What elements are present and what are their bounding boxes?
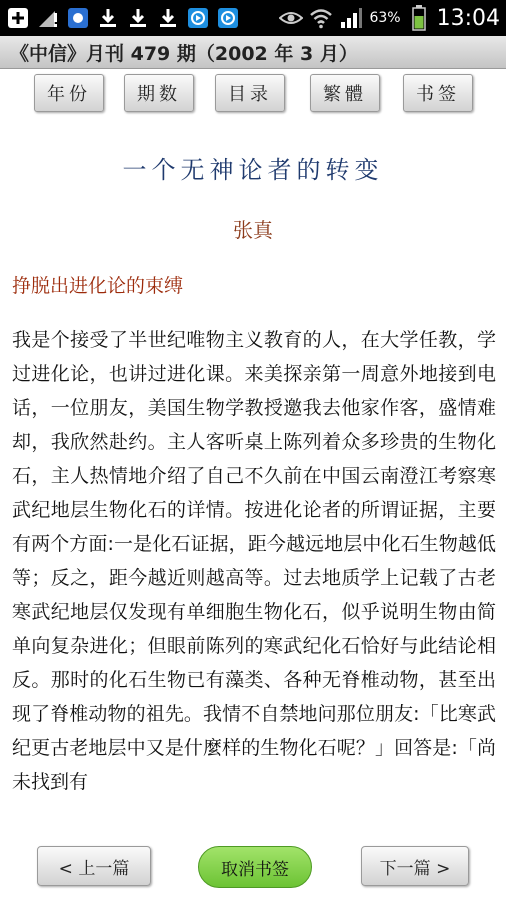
- eye-icon: [279, 6, 303, 30]
- battery-percent: 63%: [369, 10, 401, 26]
- bottom-bar: [0, 834, 506, 900]
- cell-signal-icon: [339, 6, 363, 30]
- remove-bookmark-button[interactable]: 取消书签: [198, 846, 312, 888]
- media-app-icon: [186, 6, 210, 30]
- title-bar: [0, 36, 506, 69]
- app-notification-icon: [66, 6, 90, 30]
- traditional-chinese-button[interactable]: 繁體: [310, 74, 380, 112]
- battery-icon: [407, 6, 431, 30]
- system-icons: [279, 0, 500, 36]
- download-icon: [96, 6, 120, 30]
- download-icon: [156, 6, 180, 30]
- media-app-icon: [216, 6, 240, 30]
- notification-icons: [0, 6, 240, 30]
- bookmarks-button[interactable]: 书签: [403, 74, 473, 112]
- article-body: 我是个接受了半世纪唯物主义教育的人，在大学任教，学过进化论，也讲过进化课。来美探亲第一周意外地接到电话，一位朋友，美国生物学教授邀我去他家作客，盛情难却，我欣然赴约。主人客听桌上陈列着众多珍贵的生物化石，主人热情地介绍了自己不久前在中国云南澄江考察寒武纪地层生物化石的详情。按进化论者的所谓证据，主要有两个方面:一是化石证据，距今越远地层中化石生物越低等；反之，距今越近则越高等。过去地质学上记载了古老寒武纪地层仅发现有单细胞生物化石，似乎说明生物由简单向复杂进化；但眼前陈列的寒武纪化石恰好与此结论相反。那时的化石生物已有藻类、各种无脊椎动物，甚至出现了脊椎动物的祖先。我情不自禁地问那位朋友:「比寒武纪更古老地层中又是什麼样的生物化石呢？」回答是:「尚未找到有: [12, 329, 496, 793]
- add-icon: [6, 6, 30, 30]
- download-icon: [126, 6, 150, 30]
- section-heading: 挣脱出进化论的束缚: [12, 275, 184, 297]
- article-author: 张真: [233, 218, 273, 242]
- wifi-icon: [309, 6, 333, 30]
- year-button[interactable]: 年份: [34, 74, 104, 112]
- article-title: 一个无神论者的转变: [122, 156, 384, 184]
- status-bar: [0, 0, 506, 36]
- signal-alert-icon: [36, 6, 60, 30]
- magazine-issue-title: 《中信》月刊 479 期（2002 年 3 月）: [10, 42, 358, 65]
- next-article-button[interactable]: 下一篇 >: [361, 846, 469, 886]
- clock: 13:04: [436, 5, 500, 31]
- previous-article-button[interactable]: < 上一篇: [37, 846, 151, 886]
- issue-button[interactable]: 期数: [124, 74, 194, 112]
- contents-button[interactable]: 目录: [215, 74, 285, 112]
- top-nav: [0, 74, 506, 114]
